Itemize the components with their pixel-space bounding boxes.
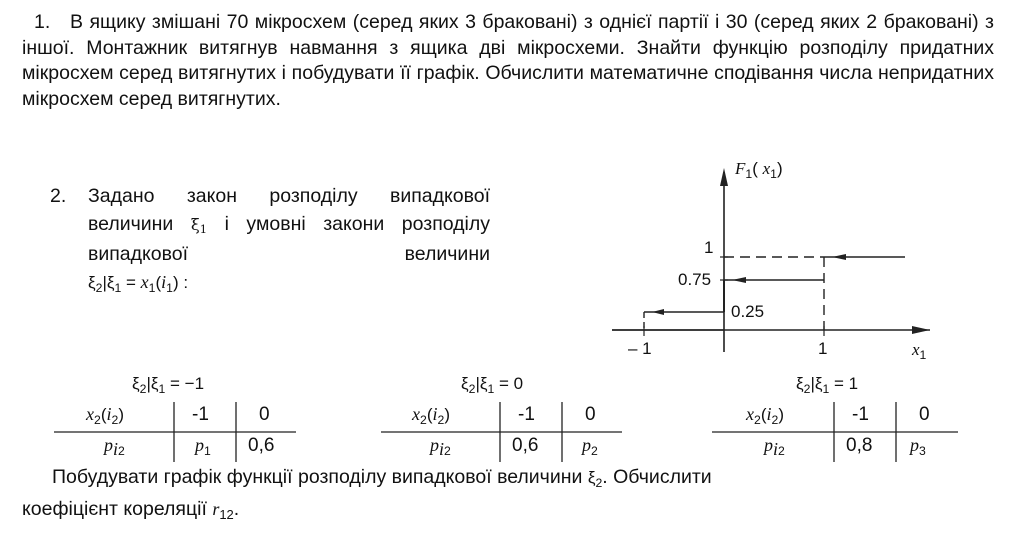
table3-header: $x_2(i_2)$: [746, 404, 784, 427]
task-text-a: Побудувати графік функції розподілу випадкової величини: [52, 466, 583, 488]
table1-cell: 0,6: [248, 435, 275, 456]
table1-cell: $p_1$: [195, 435, 211, 458]
table2-cell: 0,6: [512, 435, 539, 456]
xi1-symbol: $\xi_1$: [190, 215, 208, 237]
problem-2-number: 2.: [50, 185, 67, 207]
task-text-c: коефіцієнт кореляції: [22, 498, 207, 520]
table1-cell: 0: [259, 404, 270, 425]
table2-header: $x_2(i_2)$: [412, 404, 450, 427]
xi2-symbol: $\xi_2$: [587, 468, 603, 490]
tick-x-1: 1: [818, 339, 828, 358]
table3-cell: 0,8: [846, 435, 873, 456]
table3-cell: 0: [919, 404, 930, 425]
table3-caption: $\xi_2|\xi_1 = 1$: [796, 374, 859, 396]
graph-y-label: $F_1$( $x_1$): [735, 159, 783, 181]
table1-row-label: $p_{i2}$: [104, 435, 125, 459]
problem-1-text: В ящику змішані 70 мікросхем (серед яких 3 браковані) з однієї партії і 30 (серед яких 2 браковані) з іншої. Монтажник витягнув навмання з ящика дві мікросхеми. Знайти функцію розподілу придатних мікросхем серед витягнутих і побудувати її графік. Обчислити математичне сподівання числа непридатних мікросхем серед витягнутих.: [22, 11, 994, 110]
problem-2-line1: Задано закон розподілу випадкової величини: [88, 185, 490, 235]
problem-2-task: [22, 462, 1002, 526]
task-line-1: [22, 462, 1002, 494]
task-text-b: . Обчислити: [602, 466, 712, 488]
table2-caption: $\xi_2|\xi_1 = 0$: [461, 374, 524, 396]
r12-symbol: r: [212, 499, 220, 519]
conditional-expression: $\xi_2|\xi_1 = x_1(i_1)$ :: [88, 272, 189, 295]
tick-y-075: 0.75: [678, 270, 712, 289]
problem-1-number: 1.: [34, 11, 51, 33]
table1-cell: -1: [192, 404, 209, 425]
table2-cell: 0: [585, 404, 596, 425]
problem-2-line1b: і умовні закони розподілу випадкової величини: [88, 213, 491, 265]
table1-caption: $\xi_2|\xi_1 = -1$: [132, 374, 205, 396]
tick-x-minus1: – 1: [628, 339, 652, 358]
tick-y-1: 1: [704, 238, 714, 257]
table2-cell: -1: [518, 404, 535, 425]
table1-header: $x_2(i_2)$: [86, 404, 124, 427]
table2-row-label: $p_{i2}$: [430, 435, 451, 459]
table2-cell: $p_2$: [582, 435, 598, 458]
table3-cell: $p_3$: [910, 435, 926, 458]
graph-x-label: $x_1$: [912, 340, 927, 362]
label-025: 0.25: [731, 302, 765, 321]
task-line-2: коефіцієнт кореляції r12.: [22, 498, 240, 522]
table3-row-label: $p_{i2}$: [764, 435, 785, 459]
table3-cell: -1: [852, 404, 869, 425]
task-text-d: .: [233, 498, 240, 520]
